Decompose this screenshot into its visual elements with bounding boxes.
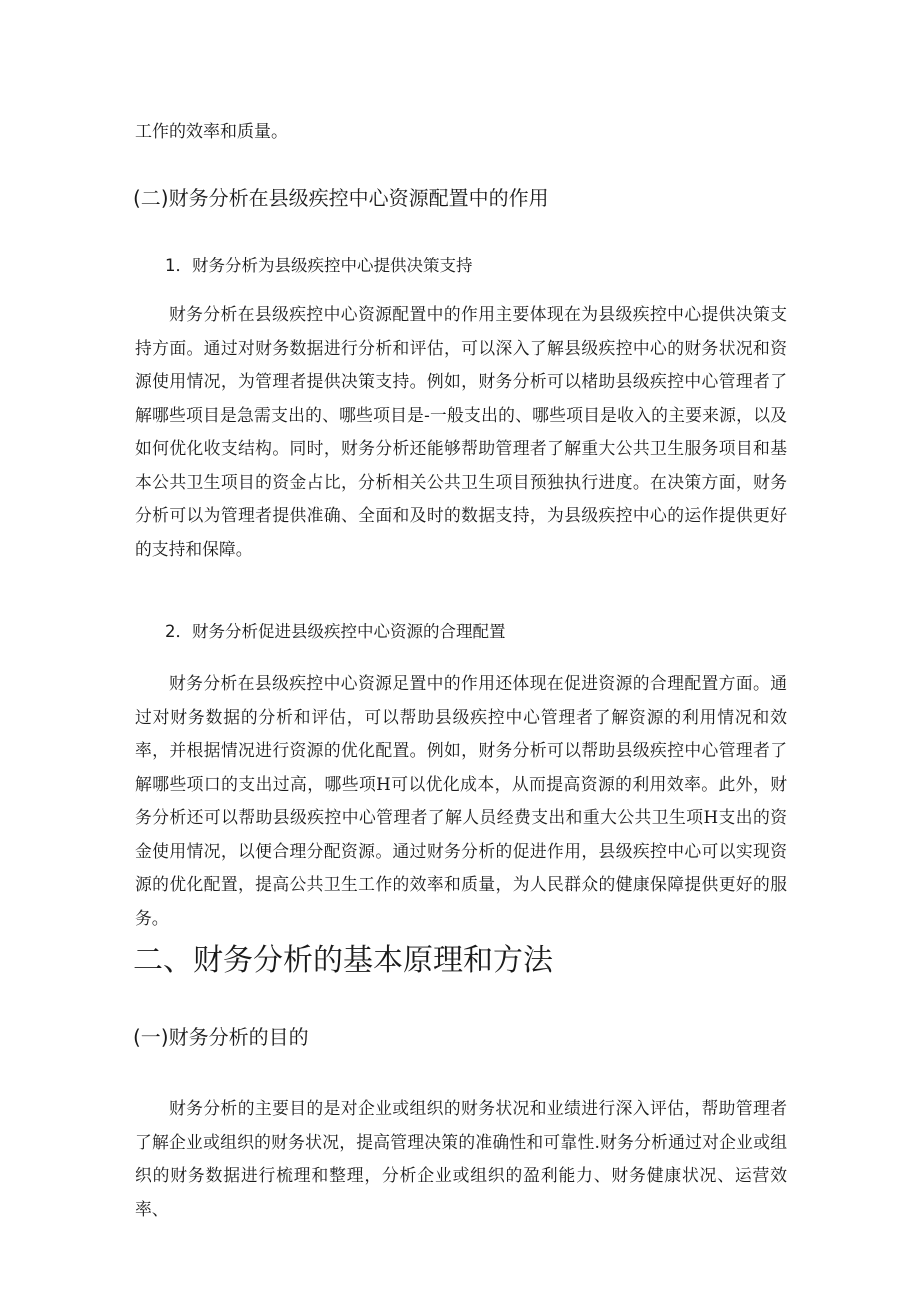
section-heading-purpose: (一)财务分析的目的	[133, 1025, 309, 1049]
subheading-rational-allocation: 2．财务分析促进县级疾控中心资源的合理配置	[165, 622, 506, 641]
subheading-decision-support: 1．财务分析为县级疾控中心提供决策支持	[165, 256, 473, 275]
paragraph-purpose: 财务分析的主要目的是对企业或组织的财务状况和业绩进行深入评估，帮助管理者了解企业或组织的财务状况，提高管理决策的准确性和可靠性.财务分析通过对企业或组织的财务数据进行梳理和整理，分析企业或组织的盈利能力、财务健康状况、运营效率、	[135, 1098, 787, 1219]
chapter-heading-principles-methods: 二、财务分析的基本原理和方法	[133, 943, 553, 978]
continued-text-line: 工作的效率和质量。	[135, 122, 288, 142]
section-heading-resource-allocation: (二)财务分析在县级疾控中心资源配置中的作用	[133, 186, 549, 210]
paragraph-decision-support: 财务分析在县级疾控中心资源配置中的作用主要体现在为县级疾控中心提供决策支持方面。通过对财务数据进行分析和评估，可以深入了解县级疾控中心的财务状况和资源使用情况，为管理者提供决策支持。例如，财务分析可以楮助县级疾控中心管理者了解哪些项目是急需支出的、哪些项目是-一般支出的、哪些项目是收入的主要来源，以及如何优化收支结构。同时，财务分析还能够帮助管理者了解重大公共卫生服务项目和基本公共卫生项目的资金占比，分析相关公共卫生项目预独执行进度。在决策方面，财务分析可以为管理者提供准确、全面和及时的数据支持，为县级疾控中心的运作提供更好的支持和保障。	[135, 304, 787, 559]
paragraph-rational-allocation: 财务分析在县级疾控中心资源足置中的作用还体现在促进资源的合理配置方面。通过对财务数据的分析和评估，可以帮助县级疾控中心管理者了解资源的利用情况和效率，并根据情况进行资源的优化配置。例如，财务分析可以帮助县级疾控中心管理者了解哪些项口的支出过高，哪些项H可以优化成本，从而提高资源的利用效率。此外，财务分析还可以帮助县级疾控中心管理者了解人员经费支出和重大公共卫生项H支出的资金使用情况，以便合理分配资源。通过财务分析的促进作用，县级疾控中心可以实现资源的优化配置，提高公共卫生工作的效率和质量，为人民群众的健康保障提供更好的服务。	[135, 673, 787, 928]
